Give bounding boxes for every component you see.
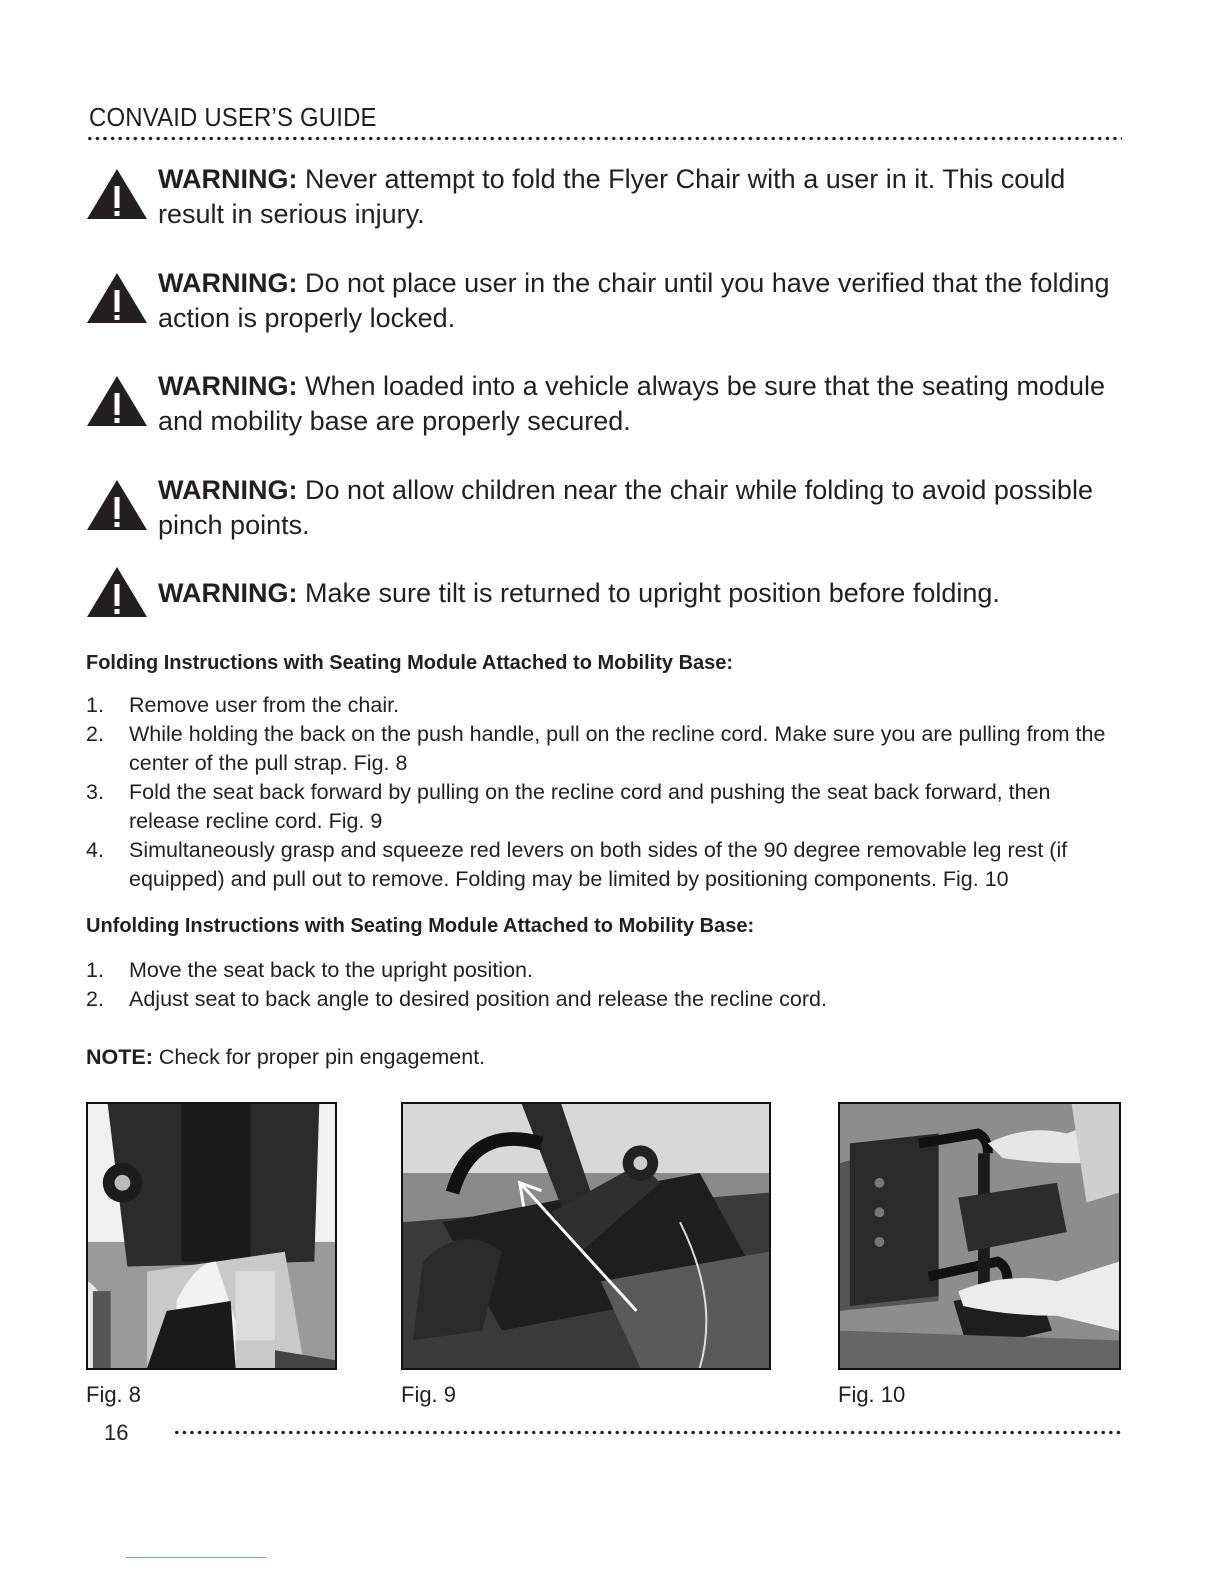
warning-text: WARNING: Do not place user in the chair until you have verified that the folding action is properly locked. (158, 268, 1110, 333)
note-text: NOTE: Check for proper pin engagement. (86, 1045, 486, 1069)
figure-9-illustration (403, 1104, 769, 1368)
list-item: 2. Adjust seat to back angle to desired position and release the recline cord. (86, 987, 827, 1011)
figure-9-caption: Fig. 9 (401, 1382, 457, 1407)
list-item: 2. While holding the back on the push handle, pull on the recline cord. Make sure you are pulling from the center of the pull strap. Fig. 8 (86, 722, 1106, 775)
figure-8-photo (86, 1102, 337, 1370)
warning-text: WARNING: Make sure tilt is returned to upright position before folding. (158, 578, 1000, 608)
folding-instructions-heading: Folding Instructions with Seating Module Attached to Mobility Base: (86, 652, 734, 674)
page-number: 16 (104, 1420, 129, 1445)
list-item: 1. Remove user from the chair. (86, 693, 400, 717)
figure-10-caption: Fig. 10 (838, 1382, 906, 1407)
warning-text: WARNING: When loaded into a vehicle always be sure that the seating module and mobility base are properly secured. (158, 371, 1105, 436)
warning-text: WARNING: Never attempt to fold the Flyer Chair with a user in it. This could result in serious injury. (158, 164, 1066, 229)
warning-text: WARNING: Do not allow children near the chair while folding to avoid possible pinch points. (158, 475, 1093, 540)
unfolding-instructions-heading: Unfolding Instructions with Seating Module Attached to Mobility Base: (86, 915, 755, 937)
bottom-accent-line (126, 1557, 267, 1558)
figure-10-illustration (840, 1104, 1119, 1368)
list-item: 1. Move the seat back to the upright position. (86, 958, 533, 982)
page-header-title: CONVAID USER’S GUIDE (89, 102, 377, 132)
warning-triangle-icon (86, 375, 148, 427)
unfolding-steps-list (86, 956, 1126, 1014)
footer-dotted-rule (173, 1430, 1123, 1435)
list-item: 4. Simultaneously grasp and squeeze red levers on both sides of the 90 degree removable leg rest (if equipped) and pull out to remove. Folding may be limited by positioning components. Fig. 10 (86, 838, 1068, 891)
header-dotted-rule (86, 136, 1122, 141)
warning-triangle-icon (86, 566, 148, 618)
figure-10-photo (838, 1102, 1121, 1370)
list-item: 3. Fold the seat back forward by pulling on the recline cord and pushing the seat back forward, then release recline cord. Fig. 9 (86, 780, 1051, 833)
warning-triangle-icon (86, 272, 148, 324)
folding-steps-list (86, 691, 1126, 894)
figure-8-illustration (88, 1104, 335, 1368)
warning-triangle-icon (86, 168, 148, 220)
figure-9-photo (401, 1102, 771, 1370)
warning-triangle-icon (86, 479, 148, 531)
figure-8-caption: Fig. 8 (86, 1382, 142, 1407)
